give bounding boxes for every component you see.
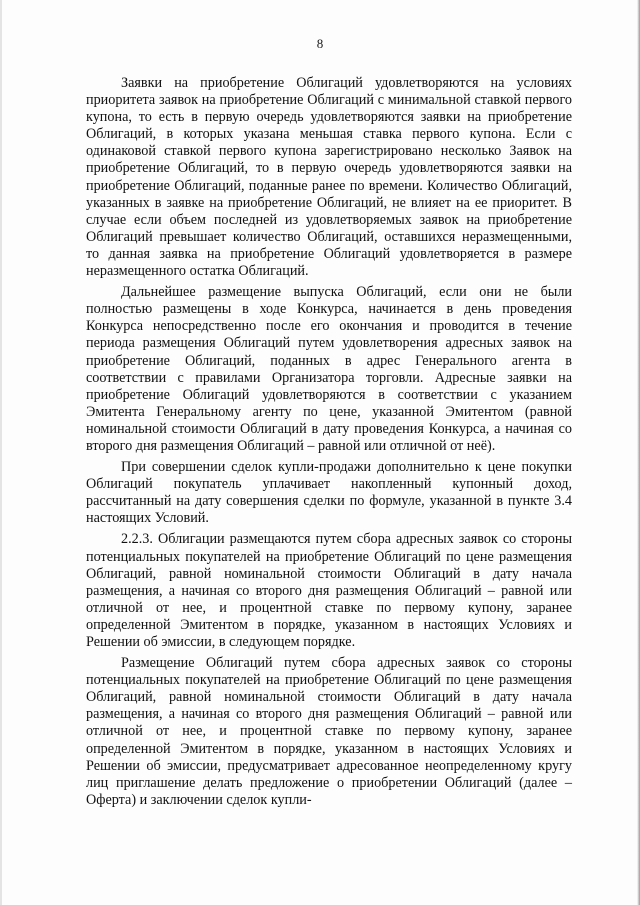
paragraph-section-2-2-3: 2.2.3. Облигации размещаются путем сбора адресных заявок со стороны потенциальных покупателей на приобретение Облигаций по цене размещения Облигаций, равной номинальной стоимости Облигаций в дату начала размещения, а начиная со второго дня размещения Облигаций – равной или отличной от нее, и процентной ставке по первому купону, заранее определенной Эмитентом в порядке, указанном в настоящих Условиях и Решении об эмиссии, в следующем порядке. bbox=[86, 531, 572, 650]
page-number: 8 bbox=[316, 36, 324, 51]
paragraph-offer-placement: Размещение Облигаций путем сбора адресных заявок со стороны потенциальных покупателей на приобретение Облигаций по цене размещения Облигаций, равной номинальной стоимости Облигаций в дату начала размещения, а начиная со второго дня размещения Облигаций – равной или отличной от нее, и процентной ставке по первому купону, заранее определенной Эмитентом в порядке, указанном в настоящих Условиях и Решении об эмиссии, предусматривает адресованное неопределенному кругу лиц приглашение делать предложение о приобретении Облигаций (далее – Оферта) и заключении сделок купли- bbox=[86, 655, 572, 808]
paragraph-accrued-coupon: При совершении сделок купли-продажи дополнительно к цене покупки Облигаций покупатель уплачивает накопленный купонный доход, рассчитанный на дату совершения сделки по формуле, указанной в пункте 3.4 настоящих Условий. bbox=[86, 459, 572, 527]
page-left-edge bbox=[0, 0, 2, 905]
document-body bbox=[86, 75, 572, 813]
paragraph-bid-priority: Заявки на приобретение Облигаций удовлетворяются на условиях приоритета заявок на приобретение Облигаций с минимальной ставкой первого купона, то есть в первую очередь удовлетворяются заявки на приобретение Облигаций, в которых указана меньшая ставка первого купона. Если с одинаковой ставкой первого купона зарегистрировано несколько Заявок на приобретение Облигаций, то в первую очередь удовлетворяются заявки на приобретение Облигаций, поданные ранее по времени. Количество Облигаций, указанных в заявке на приобретение Облигаций, не влияет на ее приоритет. В случае если объем последней из удовлетворяемых заявок на приобретение Облигаций превышает количество Облигаций, оставшихся неразмещенными, то данная заявка на приобретение Облигаций удовлетворяется в размере неразмещенного остатка Облигаций. bbox=[86, 75, 572, 280]
paragraph-further-placement: Дальнейшее размещение выпуска Облигаций, если они не были полностью размещены в ходе Конкурса, начинается в день проведения Конкурса непосредственно после его окончания и проводится в течение периода размещения Облигаций путем удовлетворения адресных заявок на приобретение Облигаций, поданных в адрес Генерального агента в соответствии с правилами Организатора торговли. Адресные заявки на приобретение Облигаций удовлетворяются в соответствии с указанием Эмитента Генеральному агенту по цене, указанной Эмитентом (равной номинальной стоимости Облигаций в дату проведения Конкурса, а начиная со второго дня размещения Облигаций – равной или отличной от неё). bbox=[86, 284, 572, 454]
